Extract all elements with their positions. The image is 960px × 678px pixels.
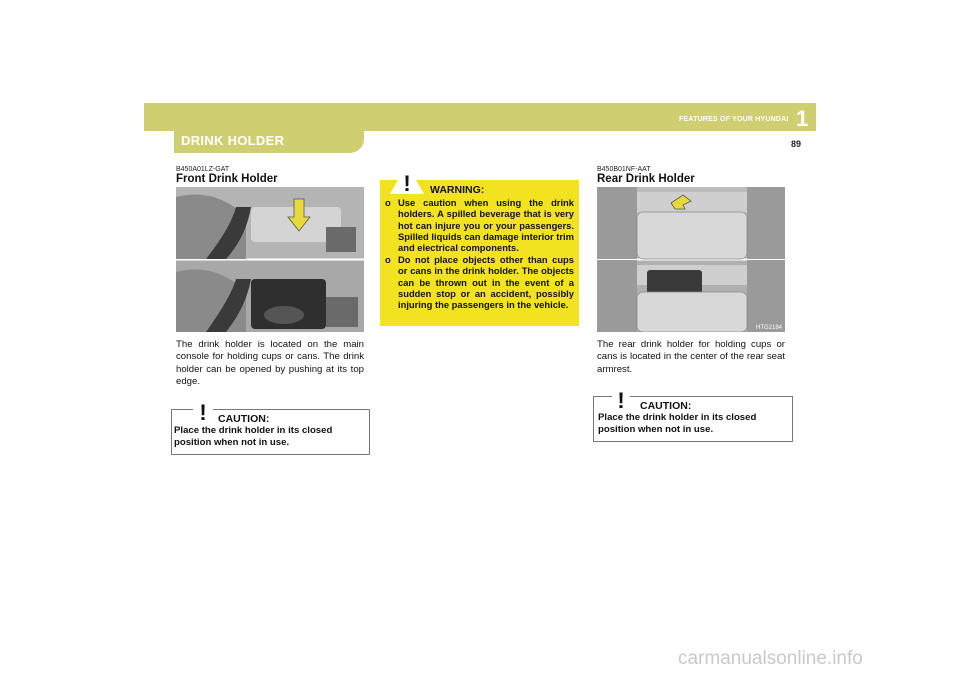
front-photo-illustration xyxy=(176,187,364,332)
warning-bullet-1: o xyxy=(385,197,391,208)
page-number: 89 xyxy=(791,139,802,149)
rear-photo-illustration xyxy=(597,187,785,332)
rear-section-code: B450B01NF-AAT xyxy=(597,166,651,173)
warning-item-1: Use caution when using the drink holders. A spilled beverage that is very hot can injure you or your passengers. Spilled liquids can damage interior trim and electrical components. xyxy=(398,197,574,254)
rear-heading: Rear Drink Holder xyxy=(597,173,695,185)
rear-drink-holder-photo xyxy=(597,187,785,332)
rear-body-text: The rear drink holder for holding cups or cans is located in the center of the rear seat armrest. xyxy=(597,339,785,375)
chapter-number: 1 xyxy=(796,106,809,131)
warning-bullet-2: o xyxy=(385,254,391,265)
front-section-code: B450A01LZ-GAT xyxy=(176,166,230,173)
rear-caution-title: CAUTION: xyxy=(640,400,692,412)
front-body-text: The drink holder is located on the main console for holding cups or cans. The drink holder can be opened by pushing at its top edge. xyxy=(176,339,364,388)
svg-text:!: ! xyxy=(617,388,625,412)
warning-item-2: Do not place objects other than cups or cans in the drink holder. The objects can be thrown out in the event of a sudden stop or an accident, possibly injuring the passengers in the vehicle. xyxy=(398,254,574,311)
front-heading: Front Drink Holder xyxy=(176,173,278,185)
front-caution-warning-icon xyxy=(185,392,221,424)
watermark: carmanualsonline.info xyxy=(678,648,863,669)
section-title: DRINK HOLDER xyxy=(181,133,285,148)
rear-caution-text: Place the drink holder in its closed position when not in use. xyxy=(598,412,757,435)
chapter-title: FEATURES OF YOUR HYUNDAI xyxy=(679,116,789,123)
front-drink-holder-photo xyxy=(176,187,364,332)
svg-text:!: ! xyxy=(199,400,207,424)
rear-caution-warning-icon xyxy=(603,380,639,412)
rear-photo-code: HTG2184 xyxy=(756,325,783,331)
warning-icon xyxy=(389,163,425,195)
svg-text:!: ! xyxy=(403,171,411,195)
front-caution-text: Place the drink holder in its closed position when not in use. xyxy=(174,425,333,448)
front-caution-title: CAUTION: xyxy=(218,413,270,425)
warning-title: WARNING: xyxy=(430,184,485,196)
